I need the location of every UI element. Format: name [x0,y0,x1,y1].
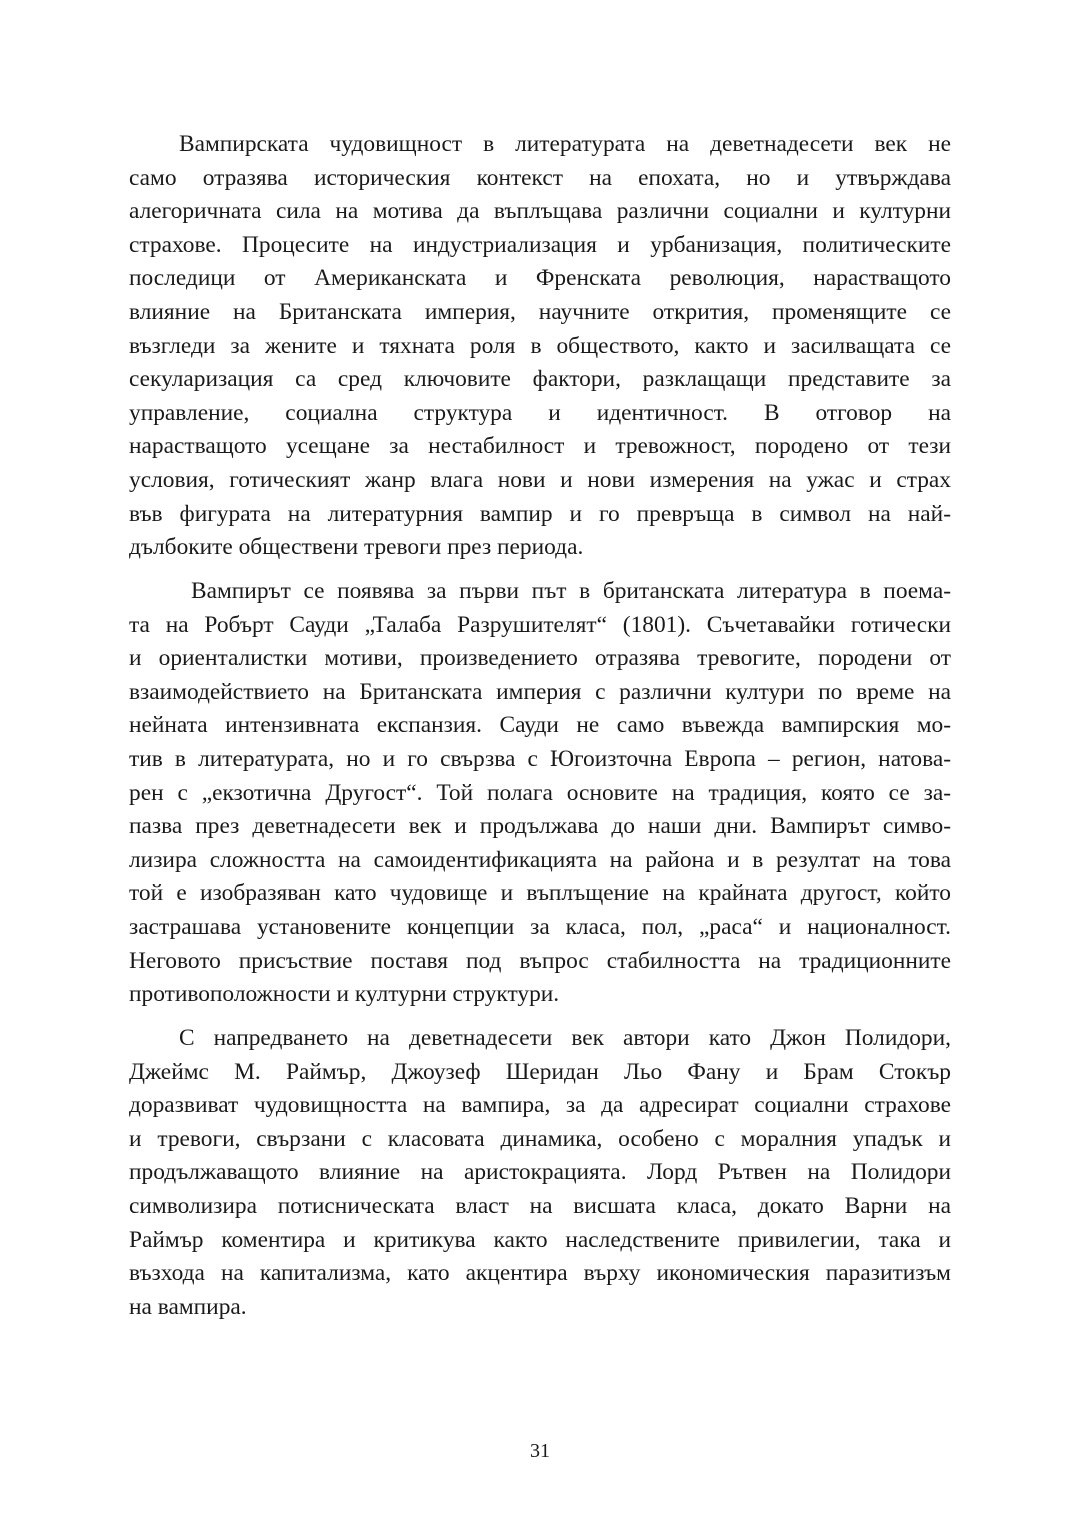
paragraph-line: Неговото присъствие поставя под въпрос стабилността на традиционните [129,947,951,974]
paragraph-line: Вампирът се появява за първи път в британската литература в поема- [191,578,951,604]
paragraph-3 [129,1022,951,1324]
paragraph-line: във фигурата на литературния вампир и го превръща в символ на най- [129,500,951,527]
paragraph-2 [129,575,951,1012]
paragraph-line: секуларизация са сред ключовите фактори, разклащащи представите за [129,366,951,393]
paragraph-line: условия, готическият жанр влага нови и нови измерения на ужас и страх [129,466,951,493]
paragraph-line: символизира потисническата власт на висшата класа, докато Варни на [129,1192,951,1219]
paragraph-line: възхода на капитализма, като акцентира върху икономическия паразитизъм [129,1260,951,1287]
paragraph-line: страхове. Процесите на индустриализация и урбанизация, политическите [129,231,951,258]
paragraph-line: само отразява историческия контекст на епохата, но и утвърждава [129,164,951,191]
paragraph-line: пазва през деветнадесети век и продължава до наши дни. Вампирът симво- [129,813,951,840]
paragraph-line: и тревоги, свързани с класовата динамика, особено с моралния упадък и [129,1125,951,1152]
paragraph-line: Вампирската чудовищност в литературата на деветнадесети век не [179,131,951,157]
page-number: 31 [530,1440,550,1462]
paragraph-line: та на Робърт Сауди „Талаба Разрушителят“ (1801). Съчетавайки готически [129,611,951,638]
paragraph-line: алегоричната сила на мотива да въплъщава различни социални и културни [129,198,951,225]
paragraph-line: нарастващото усещане за нестабилност и тревожност, породено от тези [129,433,951,460]
paragraph-line: възгледи за жените и тяхната роля в обществото, както и засилващата се [129,332,951,359]
paragraph-line: той е изобразяван като чудовище и въплъщение на крайната другост, който [129,880,951,907]
paragraph-line: С напредването на деветнадесети век автори като Джон Полидори, [179,1025,951,1051]
paragraph-line: тив в литературата, но и го свързва с Югоизточна Европа – регион, натова- [129,745,951,772]
paragraph-line: доразвиват чудовищността на вампира, за да адресират социални страхове [129,1092,951,1119]
paragraph-line: и ориенталистки мотиви, произведението отразява тревогите, породени от [129,645,951,672]
paragraph-line: последици от Американската и Френската революция, нарастващото [129,265,951,292]
paragraph-line: Джеймс М. Раймър, Джоузеф Шеридан Льо Фану и Брам Стокър [129,1058,951,1085]
paragraph-line: лизира сложността на самоидентификацията на района и в резултат на това [129,846,951,873]
paragraph-line: Раймър коментира и критикува както наследствените привилегии, така и [129,1226,951,1253]
paragraph-line: управление, социална структура и идентичност. В отговор на [129,399,951,426]
paragraph-line: нейната интензивната експанзия. Сауди не само въвежда вампирския мо- [129,712,951,739]
paragraph-line: дълбоките обществени тревоги през периода. [129,534,584,561]
paragraph-line: влияние на Британската империя, научните открития, променящите се [129,298,951,325]
paragraph-line: взаимодействието на Британската империя с различни култури по време на [129,678,951,705]
paragraph-line: противоположности и културни структури. [129,981,560,1008]
paragraph-line: застрашава установените концепции за класа, пол, „раса“ и националност. [129,913,951,940]
paragraph-1 [129,128,951,565]
paragraph-line: на вампира. [129,1293,247,1320]
paragraph-line: продължаващото влияние на аристокрацията. Лорд Рътвен на Полидори [129,1159,951,1186]
paragraph-line: рен с „екзотична Другост“. Той полага основите на традиция, която се за- [129,779,951,806]
